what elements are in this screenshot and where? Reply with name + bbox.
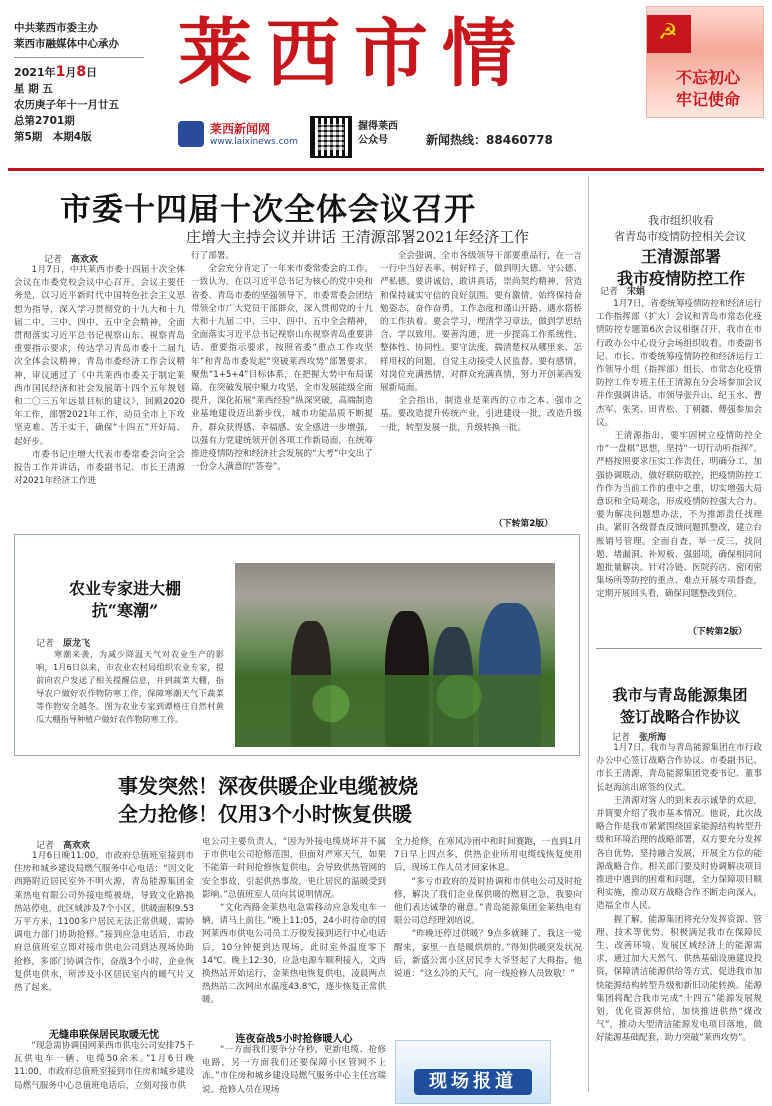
news-net-icon xyxy=(178,121,204,147)
agri-byline-name: 原龙飞 xyxy=(63,639,91,649)
epidemic-kicker-2: 省青岛市疫情防控相关会议 xyxy=(614,230,746,243)
issue-total: 总第2701期 xyxy=(14,115,75,127)
slogan-badge xyxy=(646,6,764,118)
lead-headline: 市委十四届十次全体会议召开 xyxy=(60,192,476,228)
news-net-logo[interactable] xyxy=(178,118,298,154)
epidemic-headline-1: 王清源部署 xyxy=(640,247,721,266)
epidemic-kicker: 我市组织收看 xyxy=(648,214,714,227)
scene-report-label: 现场报道 xyxy=(414,1069,532,1095)
heating-column-2b: “一方面我们要争分夺秒，更新电缆、抢修电路，另一方面我们还要保障小区管网不上冻。”市住房和城乡建设局燃气服务中心主任宫瑞说。抢修人员在现场 xyxy=(202,1045,386,1095)
right-section-rule xyxy=(596,648,762,649)
weekday: 星 期 五 xyxy=(14,83,53,95)
heating-subhead-1: 无缝串联保居民取暖无忧 xyxy=(49,1030,159,1041)
agri-headline-1: 农业专家进大棚 xyxy=(68,579,181,598)
heating-byline-label: 记者 xyxy=(36,841,55,851)
lead-byline-name: 高欢欢 xyxy=(71,255,99,265)
photo-plants xyxy=(235,675,555,747)
hotline-number: 88460778 xyxy=(486,133,553,147)
party-emblem-icon: ☭ xyxy=(647,15,691,53)
sponsor-line-1: 中共莱西市委主办 xyxy=(14,22,98,34)
energy-byline-name: 张所海 xyxy=(639,733,667,743)
slogan-line-1: 不忘初心 xyxy=(675,68,740,87)
agri-byline-label: 记者 xyxy=(36,639,55,649)
epidemic-next-page: （下转第2版） xyxy=(688,627,747,637)
date-month: 1 xyxy=(55,64,66,80)
qr-caption xyxy=(358,120,398,148)
masthead-rule xyxy=(8,168,764,171)
heating-headline-1: 事发突然！深夜供暖企业电缆被烧 xyxy=(118,774,418,798)
energy-headline-1: 我市与青岛能源集团 xyxy=(612,686,748,704)
issue-week: 第5期 本期4版 xyxy=(14,131,92,143)
heating-headline-2: 全力抢修！仅用3个小时恢复供暖 xyxy=(118,802,412,826)
lead-byline-label: 记者 xyxy=(44,255,63,265)
qr-caption-2: 公众号 xyxy=(358,135,388,146)
lead-column-3: 全会强调，全市各级领导干部要重品行，在一言一行中当好表率、树好样子，做到明大德、守公德、严私德。要讲诚信，敢讲真话，崇尚契约精神，营造和保持诚实守信的良好氛围。要有激情，始终保持奋勉姿态，奋作奋勇，工作态度和谨山开路、遇水搭桥的工作执着。要会学习，埋清学习章法，做到学思结合、学以致用。要善沟通，进一步提高工作系统性、整体性、协同性。要守法度，揣清楚权从哪里来、怎样用权的问题，自觉主动接受人民监督。要有感情，对岗位充满热情，对群众充满真情，努力开创莱西发展新局面。 全会指出，制造业是莱西的立市之本、强市之基。要改造提升传统产业，引进建设一批，改造升级一批，转型发展一批，升级转换一批。 xyxy=(380,251,582,433)
heating-column-3: 全力抢修，在寒风冷雨中和时间赛跑，一直到1月7日早上四点多，供热企业所用电缆线恢复使用后，现场工作人员才回家休息。 “多亏市政府的及时协调和市供电公司及时抢修，解决了我们企业保供暖的燃眉之急，我要向他们表达诚挚的谢意。”青岛能源集团金莱热电有限公司总经理刘培说。 “昨晚还停过供暖？9点多就睡了，我这一觉醒来，家里一直是暖烘烘的。”得知供暖突发状况后，新盛公寓小区居民李大爷竖起了大拇指，他说道：“这么冷的天气，向一线抢修人员致敬！” xyxy=(394,837,582,980)
newspaper-title: 莱西市情 xyxy=(178,11,530,97)
lunar-date: 农历庚子年十一月廿五 xyxy=(14,99,119,111)
date-day: 8 xyxy=(76,64,87,80)
epidemic-body: 1月7日，省委统筹疫情防控和经济运行工作指挥部（扩大）会议和青岛市常态化疫情防控专题第6次会议相继召开，我市在市行政办公中心设分会场组织收看。市委副书记、市长、市委统筹疫情防控和经济运行工作领导小组（指挥部）组长、市常态化疫情防控工作专班主任王清源在分会场参加会议并作强调讲话。市领导张升山、纪玉水、曹杰军、张笑、田青松、丁朝疆、傅强参加会议。 王清源指出，要牢固树立疫情防控全市“一盘棋”思想，坚持“一切行动听指挥”。严格按照要求压实工作责任，明确分工，加强协调联动，做好联防联控，把疫情防控工作作为当前工作的重中之重，切实增强大局意识和全局观念，形成疫情防控强大合力。要为解决问题想办法，不为推卸责任找理由。紧盯各级督查反馈问题抓整改，建立台账销号管理。全面自查，举一反三，找问题、堵漏洞、补短板、强弱项，确保相同问题批量解决。针对冷链、医院药店、密闭密集场所等防控的重点、难点开展专项督查，定期开展回头看，确保问题整改到位。 xyxy=(596,299,762,600)
qr-caption-1: 握得莱西 xyxy=(358,121,398,132)
heating-byline-name: 高欢欢 xyxy=(63,841,91,851)
news-net-name: 莱西新闻网 xyxy=(210,122,271,136)
date-year: 2021年 xyxy=(14,66,56,79)
heating-column-1b: “现急需协调国网莱西市供电公司安排75千瓦供电车一辆、电缆50余米。”1月6日晚11:00，市政府总值班室接到市住房和城乡建设局燃气服务中心总值班电话后，立刻对接市供 xyxy=(14,1041,194,1091)
lead-column-2: 行了部署。 全会充分肯定了一年来市委常委会的工作。一致认为，在以习近平总书记为核心的党中央和省委、青岛市委的坚强领导下，市委常委会团结带领全市广大党员干部群众，深入贯彻党的十九大和十九届二中、三中、四中、五中全会精神，全面落实习近平总书记视察山东视察青岛重要讲话、重要指示要求，按照省委“重点工作攻坚年”和青岛市委发起“突破莱西攻势”部署要求，聚焦“1+5+4”目标体系，在把握大势中布局谋篇，在突破发展中聚力攻坚，全市发展能级全面提升，深化拓展“莱西经验”纵深突破，高端制造业基地建设迈出新步伐，城市功能品质不断提升，群众获得感、幸福感、安全感进一步增强，以强有力党建统领开创各项工作新局面，在统筹推进疫情防控和经济社会发展的“大考”中交出了一份令人满意的“答卷”。 xyxy=(191,251,373,473)
scene-report-banner xyxy=(395,1040,551,1104)
agri-headline-2: 抗“寒潮” xyxy=(91,601,159,620)
heating-subhead-2: 连夜奋战5小时抢修暖人心 xyxy=(235,1034,353,1045)
epidemic-byline-name: 宋娟 xyxy=(627,287,646,297)
epidemic-byline-label: 记者 xyxy=(600,287,619,297)
hotline xyxy=(426,131,553,148)
news-net-url: www.laixinews.com xyxy=(210,137,298,147)
right-column-divider xyxy=(588,176,589,1092)
epidemic-headline-2: 我市疫情防控工作 xyxy=(616,269,745,288)
greenhouse-photo xyxy=(235,563,555,747)
masthead-info xyxy=(14,20,164,145)
issue-date xyxy=(14,64,164,81)
lead-subhead: 庄增大主持会议并讲话 王清源部署2021年经济工作 xyxy=(186,228,529,246)
lead-next-page: （下转第2版） xyxy=(494,519,553,529)
epidemic-byline xyxy=(600,284,645,297)
heating-column-1: 1月6日晚11:00，市政府总值班室接到市住房和城乡建设局燃气服务中心电话：“因文化西路附近居民室外不明火源，青岛能源集团金莱热电有限公司外接电缆被烧，导致文化路换热站停电，此区域涉及7个小区，供暖面积9.53万平方米，1100多户居民无法正常供暖，需协调电力部门协助抢修。”接到应急电话后，市政府总值班室立即对接市供电公司到达现场协助抢修，多部门协调合作，奋战3个小时，企业恢复供电供水，所涉及小区居民室内的暖气片又热了起来。 xyxy=(14,851,194,994)
energy-body: 1月7日，我市与青岛能源集团在市行政办公中心签订战略合作协议。市委副书记、市长王清源，青岛能源集团党委书记、董事长赵海滨出席签约仪式。 王清源对客人的到来表示诚挚的欢迎，并简要介绍了我市基本情况。他说，此次战略合作是我市紧紧围绕国家能源结构转型升级和环境治理的战略部署，双方要充分发挥各自优势，坚持融合发展，开展全方位的能源战略合作。相关部门要及时协调解决项目推进中遇到的困难和问题，全力保障项目顺利实施，推动双方战略合作不断走向深入，造福全市人民。 握了解，能源集团将充分发挥资源、管理、技术等优势，积极满足我市在保障民生、改善环境、发展区域经济上的能源需求，通过加大天然气、供热基础设施建设投资，保障清洁能源供给等方式，促进我市加快能源结构转型升级和新旧动能转换。能源集团将配合我市完成“十四五”能源发展规划，优化资源供给，加快推进供热“煤改气”，推动大型清洁能源发电项目落地，做好能源基础配套，助力突破“莱西攻势”。 xyxy=(596,743,762,1044)
heating-column-2: 电公司主要负责人，“因为外接电缆烧坏并不属于市供电公司抢修范围，但面对严寒天气，如果不能第一时间抢修恢复供电，会导致供热管网的安全事故，引起供热事故，更让居民的温暖受到影响。”总值班室人员向其说明情况。 “文化西路金莱热电急需移动应急发电车一辆，请马上前往。”晚上11:05，24小时待命的国网莱西市供电公司员工万俊发接到运行中心电话后，10分钟便到达现场，此时室外温度零下14℃。晚上12:30，应急电源车顺利接入，文西换热站开始运行，金莱热电恢复供电，凌晨两点热热站二次网出水温度43.8℃，逐步恢复正常供暖。 xyxy=(202,837,386,1006)
slogan-line-2: 牢记使命 xyxy=(675,90,740,109)
qr-code xyxy=(310,116,352,158)
hotline-label: 新闻热线： xyxy=(426,133,487,147)
date-day-unit: 日 xyxy=(86,66,98,79)
energy-byline-label: 记者 xyxy=(612,733,631,743)
date-month-unit: 月 xyxy=(65,66,77,79)
energy-headline-2: 签订战略合作协议 xyxy=(619,708,740,726)
sponsor-line-2: 莱西市融媒体中心承办 xyxy=(14,38,119,50)
lead-column-1: 1月7日，中共莱西市委十四届十次全体会议在市委党校会议中心召开。会议主要任务是，以习近平新时代中国特色社会主义思想为指导，深入学习贯彻党的十九大和十九届二中、三中、四中、五中全会精神，全面贯彻落实习近平总书记视察山东、视察青岛重要指示要求，传达学习青岛市委十二届九次全体会议精神、青岛市委经济工作会议精神，审议通过了《中共莱西市委关于制定莱西市国民经济和社会发展第十四个五年规划和二〇三五年远景目标的建议》，回顾2020年工作，部署2021年工作，动员全市上下攻坚克难、苦干实干，确保“十四五”开好局、起好步。 市委书记庄增大代表市委常委会向全会报告工作并讲话，市委副书记、市长王清源对2021年经济工作进 xyxy=(14,265,185,487)
agri-caption: 寒潮来袭，为减少降温天气对农业生产的影响，1月6日以来，市农业农村局组织农业专家，提前向农户发送了相关提醒信息，并到蔬菜大棚，指导农户做好农作物防寒工作，保障寒潮天气下蔬菜等作物安全越冬。图为农业专家到谭格庄自然村黄瓜大棚指导种植户做好农作物防寒工作。 xyxy=(36,649,224,724)
